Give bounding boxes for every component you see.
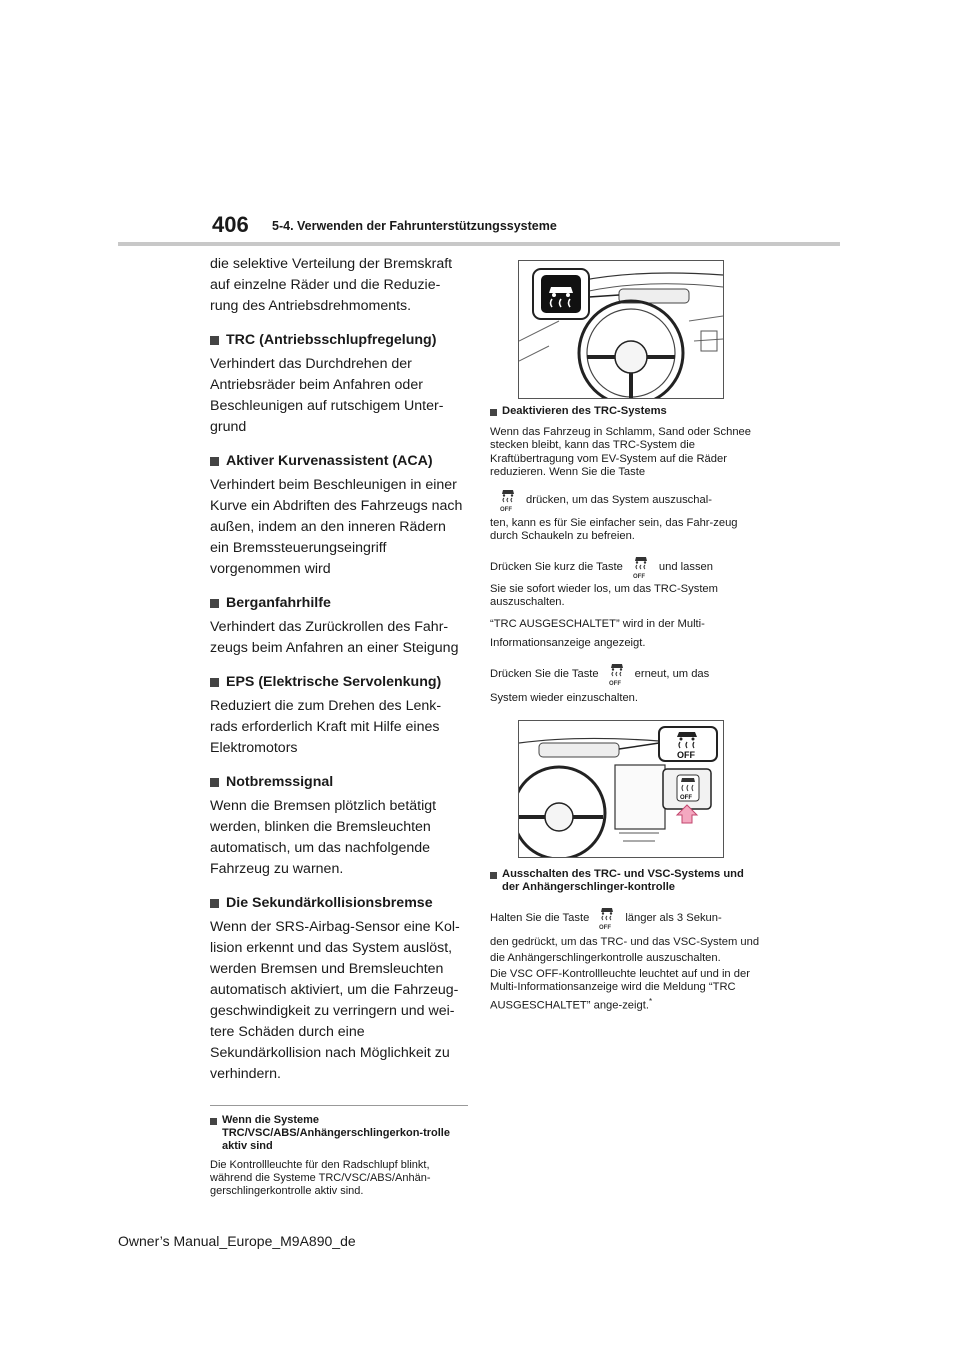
section-text: Reduziert die zum Drehen des Lenk-rads erforderlich Kraft mit Hilfe eines Elektromotors	[210, 698, 442, 756]
off-label: OFF	[500, 506, 512, 513]
section-emergency-brake-signal	[210, 772, 468, 880]
paragraph-text: Informationsanzeige angezeigt.	[490, 636, 646, 649]
section-text: Verhindert das Durchdrehen der Antriebsräder beim Anfahren oder Beschleunigen auf rutschigem Unter-grund	[210, 356, 444, 435]
bullet-square-icon	[210, 678, 219, 687]
bullet-square-icon	[490, 409, 497, 416]
bullet-square-icon	[210, 1118, 217, 1125]
paragraph-text: erneut, um das	[634, 667, 710, 680]
paragraph-text: länger als 3 Sekun-	[625, 911, 722, 924]
section-hill-start	[210, 593, 468, 659]
paragraph-text: Die VSC OFF-Kontrollleuchte leuchtet auf und in der Multi-Informationsanzeige wird die Meldung “TRC AUSGESCHALTET” ange-zeigt.	[490, 967, 750, 1012]
note-text: Die Kontrollleuchte für den Radschlupf blinkt, während die Systeme TRC/VSC/ABS/Anhän-gerschlingerkontrolle aktiv sind.	[210, 1159, 431, 1197]
section-trc	[210, 330, 468, 438]
paragraph-text: ten, kann es für Sie einfacher sein, das Fahr-zeug durch Schaukeln zu befreien.	[490, 516, 738, 542]
vsc-off-button-icon	[496, 487, 520, 513]
section-eps	[210, 672, 468, 759]
page-number: 406	[212, 212, 249, 237]
note-title: Wenn die Systeme TRC/VSC/ABS/Anhängerschlingerkon-trolle aktiv sind	[222, 1114, 450, 1152]
bullet-square-icon	[490, 872, 497, 879]
section-text: Verhindert beim Beschleunigen in einer Kurve ein Abdriften des Fahrzeugs nach außen, indem an den inneren Rädern ein Bremssteuerungseingriff vorgenommen wird	[210, 477, 463, 577]
dashboard-illustration	[519, 721, 723, 857]
paragraph-text: Sie sie sofort wieder los, um das TRC-System auszuschalten.	[490, 582, 718, 608]
right-column	[490, 260, 760, 1013]
paragraph-text: und lassen	[658, 560, 713, 573]
paragraph-text: “TRC AUSGESCHALTET” wird in der Multi-	[490, 617, 705, 630]
section-text: Verhindert das Zurückrollen des Fahr-zeugs beim Anfahren an einer Steigung	[210, 619, 459, 656]
figure-slip-indicator	[518, 260, 724, 399]
section-aca	[210, 451, 468, 580]
figure-vsc-off-button	[518, 720, 724, 858]
footnote-marker: *	[648, 996, 653, 1006]
bullet-square-icon	[210, 599, 219, 608]
footer-text: Owner’s Manual_Europe_M9A890_de	[118, 1233, 356, 1249]
section-heading: Die Sekundärkollisionsbremse	[226, 895, 433, 911]
paragraph-text: drücken, um das System auszuschal-	[526, 493, 712, 506]
off-button-label: OFF	[680, 794, 692, 801]
off-trc-vsc-heading: Ausschalten des TRC- und VSC-Systems und der Anhängerschlinger-kontrolle	[502, 867, 744, 893]
paragraph-text: Halten Sie die Taste	[490, 911, 590, 924]
header-rule	[118, 242, 840, 246]
paragraph-text: Drücken Sie kurz die Taste	[490, 560, 623, 573]
paragraph-text: Wenn das Fahrzeug in Schlamm, Sand oder Schnee stecken bleibt, kann das TRC-System die Kraftübertragung vom EV-System auf die Räder reduzieren. Wenn Sie die Taste	[490, 425, 751, 478]
intro-text: die selektive Verteilung der Bremskraft auf einzelne Räder und die Reduzie-rung des Antriebsdrehmoments.	[210, 256, 453, 314]
paragraph-text: den gedrückt, um das TRC- und das VSC-System und die Anhängerschlingerkontrolle auszuschalten.	[490, 935, 760, 964]
paragraph-text: Drücken Sie die Taste	[490, 667, 599, 680]
vsc-off-button-icon	[605, 661, 629, 687]
section-heading: EPS (Elektrische Servolenkung)	[226, 674, 442, 690]
note-divider	[210, 1105, 468, 1106]
left-column	[210, 254, 468, 1198]
section-title: 5-4. Verwenden der Fahrunterstützungssysteme	[272, 219, 557, 233]
section-secondary-collision-brake	[210, 893, 468, 1085]
section-heading: TRC (Antriebsschlupfregelung)	[226, 332, 437, 348]
vsc-off-button-icon	[629, 554, 653, 580]
dashboard-illustration	[519, 261, 723, 398]
bullet-square-icon	[210, 778, 219, 787]
off-indicator-label: OFF	[677, 749, 695, 760]
vsc-off-button-icon	[595, 905, 619, 931]
off-label: OFF	[608, 680, 621, 687]
bullet-square-icon	[210, 336, 219, 345]
section-text: Wenn der SRS-Airbag-Sensor eine Kol-lision erkennt und das System auslöst, werden Bremsen und Bremsleuchten automatisch aktiviert, um die Fahrzeug-geschwindigkeit zu verringern und wei-tere Schäden durch eine Sekundärkollision nach Möglichkeit zu verhindern.	[210, 919, 460, 1082]
off-label: OFF	[632, 573, 645, 580]
section-heading: Aktiver Kurvenassistent (ACA)	[226, 453, 433, 469]
paragraph-text: System wieder einzuschalten.	[490, 691, 638, 704]
bullet-square-icon	[210, 899, 219, 908]
off-label: OFF	[599, 924, 612, 931]
deactivate-trc-heading: Deaktivieren des TRC-Systems	[502, 405, 667, 417]
bullet-square-icon	[210, 457, 219, 466]
section-heading: Berganfahrhilfe	[226, 595, 331, 611]
section-heading: Notbremssignal	[226, 774, 334, 790]
section-text: Wenn die Bremsen plötzlich betätigt werden, blinken die Bremsleuchten automatisch, um das nachfolgende Fahrzeug zu warnen.	[210, 798, 437, 877]
